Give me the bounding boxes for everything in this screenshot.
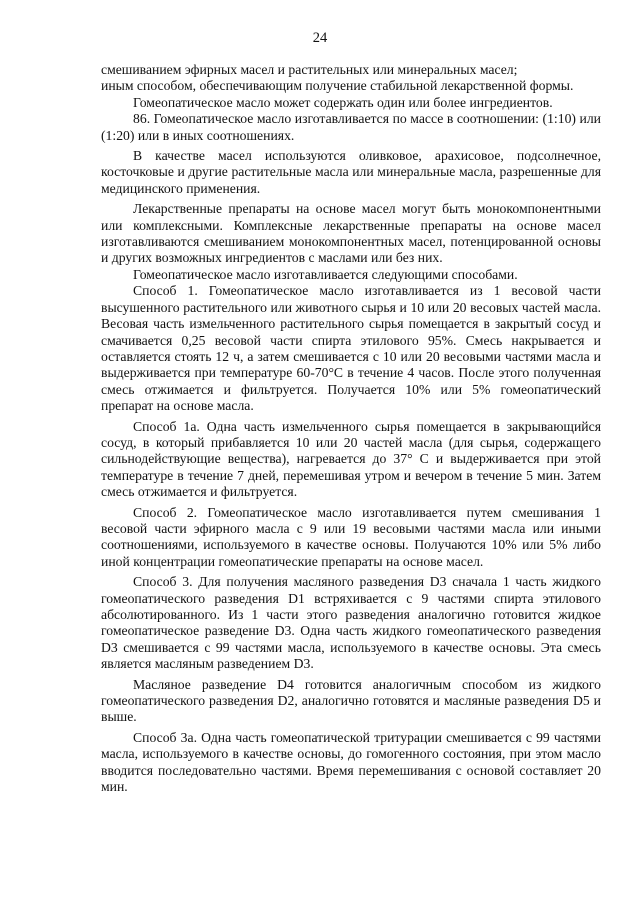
paragraph-other-method: иным способом, обеспечивающим получение стабильной лекарственной формы. — [101, 78, 574, 94]
paragraph-ingredients: Гомеопатическое масло может содержать один или более ингредиентов. — [133, 94, 553, 110]
page-number: 24 — [312, 30, 328, 46]
paragraph-dilution-d4: Масляное разведение D4 готовится аналогичным способом из жидкого гомеопатического разведения D2, аналогично готовятся и масляные разведения D5 и выше. — [101, 676, 601, 725]
paragraph-method-1a: Способ 1а. Одна часть измельченного сырья помещается в закрывающийся сосуд, в который прибавляется 10 или 20 частей масла (для сырья, содержащего сильнодействующие вещества), нагревается до 37° С и выдерживается при этой температуре в течение 7 дней, перемешивая утром и вечером в течение 5 мин. Затем смесь отжимается и фильтруется. — [101, 418, 601, 500]
paragraph-method-3a: Способ 3а. Одна часть гомеопатической тритурации смешивается с 99 частями масла, используемого в качестве основы, до гомогенного состояния, при этом масло вводится последовательно частями. Время перемешивания с основой составляет 20 мин. — [101, 729, 601, 795]
body-text — [101, 62, 601, 795]
paragraph-oils-used: В качестве масел используются оливковое, арахисовое, подсолнечное, косточковые и другие растительные масла или минеральные масла, разрешенные для медицинского применения. — [101, 148, 601, 196]
paragraph-mixing-oils: смешиванием эфирных масел и растительных или минеральных масел; — [101, 62, 518, 77]
paragraph-method-2: Способ 2. Гомеопатическое масло изготавливается путем смешивания 1 весовой части эфирного масла с 9 или 19 весовыми частями масла или иными соотношениями, используемого в качестве основы. Получаются 10% или 5% либо иной концентрации гомеопатические препараты на основе масел. — [101, 504, 601, 569]
paragraph-methods-intro: Гомеопатическое масло изготавливается следующими способами. — [133, 266, 518, 282]
paragraph-method-3: Способ 3. Для получения масляного разведения D3 сначала 1 часть жидкого гомеопатического разведения D1 встряхивается с 9 частями спирта этилового абсолютированного. Из 1 части этого разведения аналогично готовится жидкое гомеопатическое разведение D3. Одна часть жидкого гомеопатического разведения D3 смешивается с 99 частями масла, используемого в качестве основы. Эта смесь является масляным разведением D3. — [101, 574, 601, 672]
paragraph-method-1: Способ 1. Гомеопатическое масло изготавливается из 1 весовой части высушенного растительного или животного сырья и 10 или 20 весовых частей масла. Весовая часть измельченного растительного сырья помещается в закрытый сосуд и смачивается 0,25 весовой части спирта этилового 95%. Смесь накрывается и оставляется стоять 12 ч, а затем смешивается с 10 или 20 весовыми частями масла и выдерживается при температуре 60-70°С в течение 4 часов. После этого полученная смесь отжимается и фильтруется. Получается 10% или 5% гомеопатический препарат на основе масла. — [101, 283, 601, 414]
paragraph-oil-preparations: Лекарственные препараты на основе масел могут быть монокомпонентными или комплексными. Комплексные лекарственные препараты на основе масел изготавливаются смешиванием монокомпонентных масел, потенцированной основы и других возможных ингредиентов с маслами или без них. — [101, 201, 601, 266]
paragraph-86-ratio: 86. Гомеопатическое масло изготавливается по массе в соотношении: (1:10) или (1:20) или в иных соотношениях. — [101, 111, 601, 143]
